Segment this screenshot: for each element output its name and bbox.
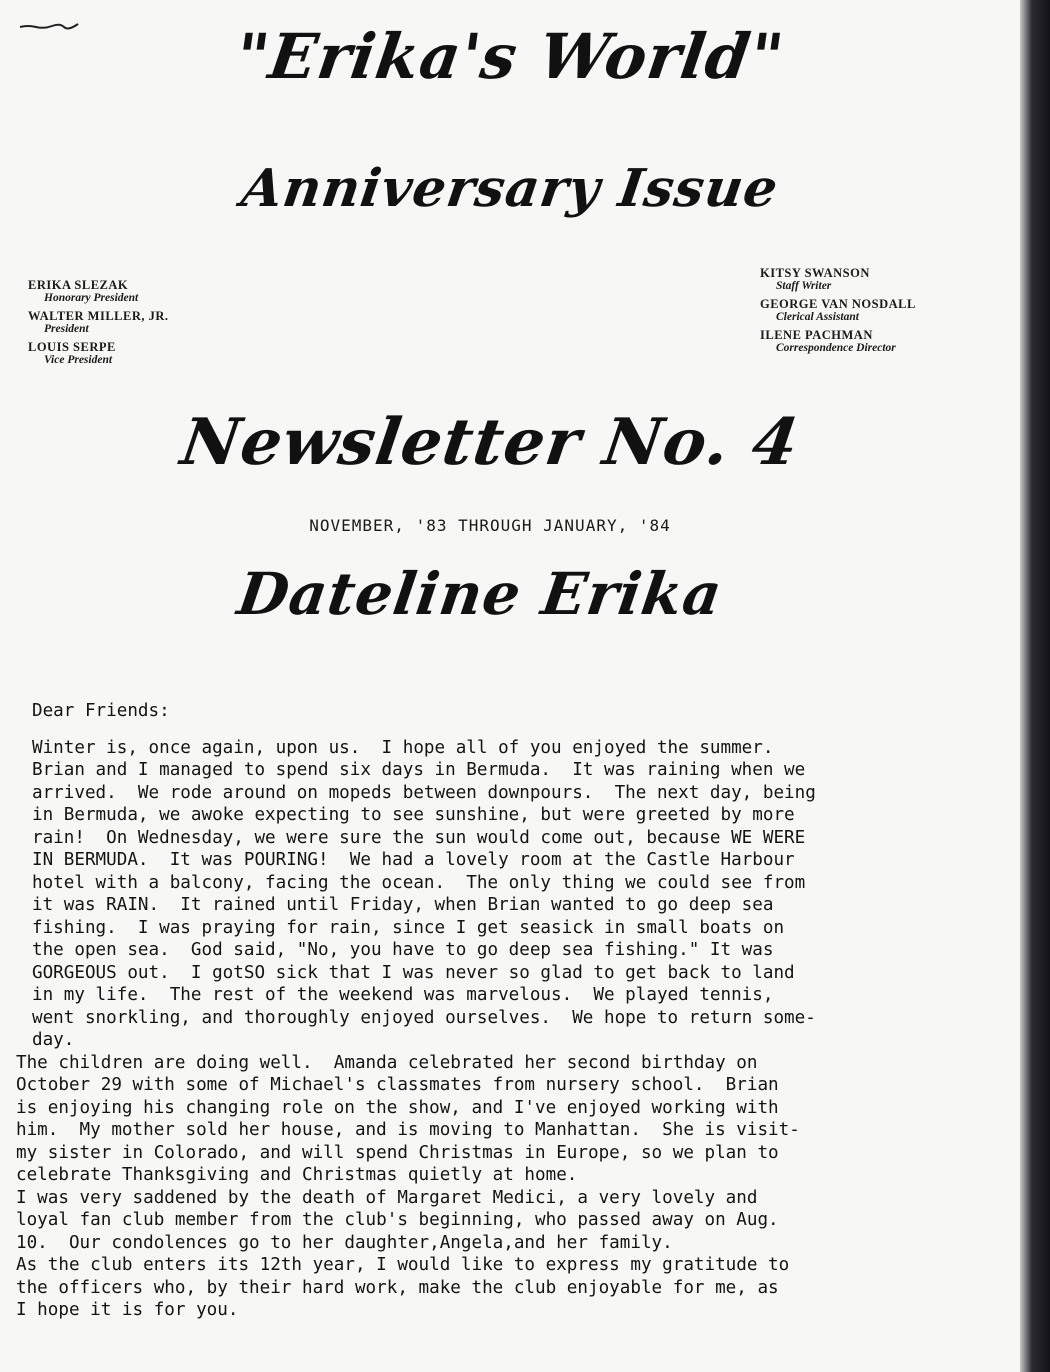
letter-line: As the club enters its 12th year, I would like to express my gratitude to: [16, 1255, 790, 1275]
letter-line: October 29 with some of Michael's classmates from nursery school. Brian: [16, 1075, 779, 1095]
letter-line: in my life. The rest of the weekend was marvelous. We played tennis,: [32, 985, 774, 1005]
letter-line: The children are doing well. Amanda celebrated her second birthday on: [16, 1052, 758, 1073]
newsletter-number: Newsletter No. 4: [176, 405, 804, 480]
officer-name: ERIKA SLEZAK: [28, 278, 129, 292]
dateline-heading: Dateline Erika: [233, 560, 727, 628]
officer-name: LOUIS SERPE: [28, 340, 116, 354]
paragraph: [16, 1052, 1006, 1187]
officer: [28, 309, 169, 335]
letter-line: loyal fan club member from the club's beginning, who passed away on Aug.: [16, 1210, 779, 1230]
letter-line: went snorkling, and thoroughly enjoyed ourselves. We hope to return some-: [32, 1007, 816, 1028]
officer: [760, 328, 916, 354]
letter-line: is enjoying his changing role on the show, and I've enjoyed working with: [16, 1097, 779, 1118]
officer-name: ILENE PACHMAN: [760, 328, 873, 342]
issue-subtitle: Anniversary Issue: [237, 158, 783, 219]
letter-body: [16, 700, 1006, 1322]
letter-line: the open sea. God said, "No, you have to go deep sea fishing." It was: [32, 940, 774, 960]
paragraph: [16, 1254, 1006, 1322]
letter-line: my sister in Colorado, and will spend Christmas in Europe, so we plan to: [16, 1142, 779, 1163]
officer-role: Vice President: [44, 354, 113, 366]
officer-role: Honorary President: [44, 292, 139, 304]
officer-name: KITSY SWANSON: [760, 266, 870, 280]
salutation: Dear Friends:: [32, 701, 170, 721]
letter-line: 10. Our condolences go to her daughter,Angela,and her family.: [16, 1232, 673, 1253]
letter-line: rain! On Wednesday, we were sure the sun would come out, because WE WERE: [32, 827, 806, 848]
officer-role: Staff Writer: [776, 280, 832, 292]
letter-line: hotel with a balcony, facing the ocean. The only thing we could see from: [32, 872, 806, 893]
officer: [760, 297, 916, 323]
officer: [28, 340, 169, 366]
letter-line: day.: [32, 1030, 75, 1050]
officer: [760, 266, 916, 292]
letter-line: GORGEOUS out. I gotSO sick that I was never so glad to get back to land: [32, 962, 795, 983]
letter-line: in Bermuda, we awoke expecting to see sunshine, but were greeted by more: [32, 805, 795, 825]
letter-line: Brian and I managed to spend six days in Bermuda. It was raining when we: [32, 760, 806, 780]
officer-role: President: [44, 323, 89, 335]
letter-line: arrived. We rode around on mopeds between downpours. The next day, being: [32, 782, 816, 803]
letter-line: Winter is, once again, upon us. I hope all of you enjoyed the summer.: [32, 737, 774, 758]
letter-line: IN BERMUDA. It was POURING! We had a lovely room at the Castle Harbour: [32, 850, 795, 870]
officers-right: [760, 266, 916, 359]
officer-role: Clerical Assistant: [776, 311, 859, 323]
officer-name: GEORGE VAN NOSDALL: [760, 297, 916, 311]
letter-line: the officers who, by their hard work, make the club enjoyable for me, as: [16, 1277, 779, 1298]
letter-line: I hope it is for you.: [16, 1300, 239, 1320]
newsletter-title: "Erika's World": [231, 20, 789, 93]
officer-name: WALTER MILLER, JR.: [28, 309, 169, 323]
letter-line: fishing. I was praying for rain, since I get seasick in small boats on: [32, 917, 785, 938]
officer: [28, 278, 169, 304]
letter-line: I was very saddened by the death of Margaret Medici, a very lovely and: [16, 1187, 758, 1208]
date-range: NOVEMBER, '83 THROUGH JANUARY, '84: [309, 516, 671, 535]
paragraph: [32, 737, 1006, 1052]
officers-left: [28, 278, 169, 371]
letter-line: him. My mother sold her house, and is moving to Manhattan. She is visit-: [16, 1120, 800, 1140]
page-edge-shadow: [1020, 0, 1050, 1372]
letter-line: it was RAIN. It rained until Friday, when Brian wanted to go deep sea: [32, 895, 774, 915]
paragraph: [16, 1187, 1006, 1255]
letter-line: celebrate Thanksgiving and Christmas quietly at home.: [16, 1165, 578, 1185]
officer-role: Correspondence Director: [776, 342, 896, 354]
